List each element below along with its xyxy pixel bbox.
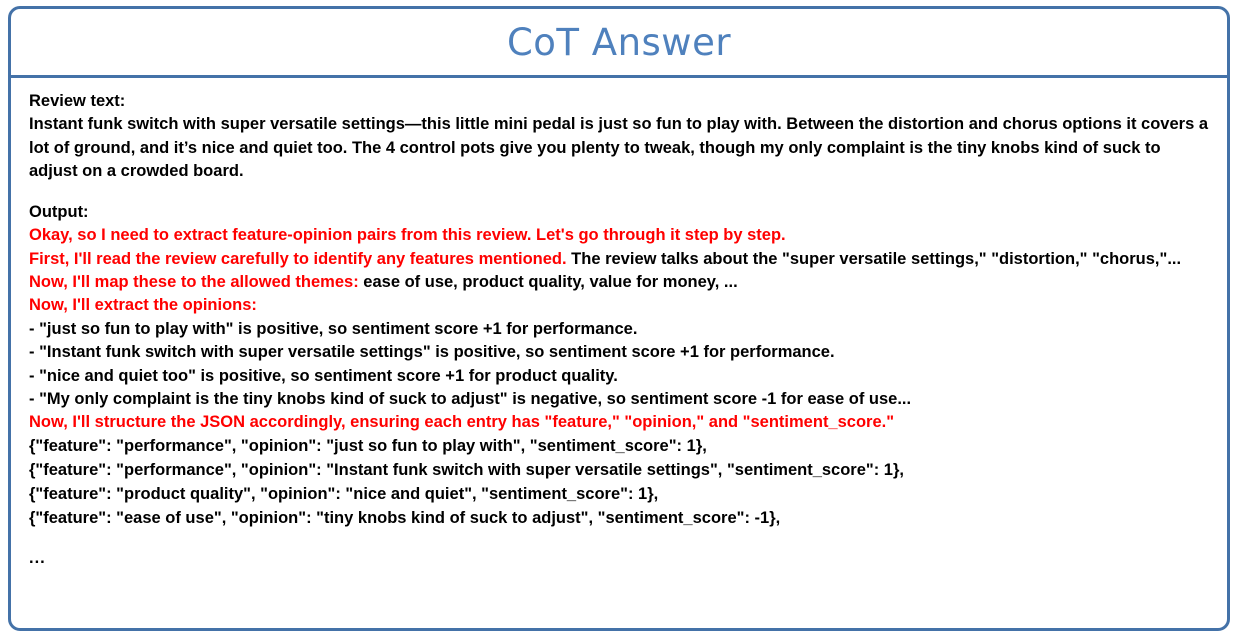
review-text: Instant funk switch with super versatile settings—this little mini pedal is just so fun to play with. Between the distortion and chorus options it covers a lot of ground, and it’s nice and quiet too. The 4 control pots give you plenty to tweak, though my only complaint is the tiny knobs kind of suck to adjust on a crowded board. [29, 115, 1209, 181]
card-body [11, 78, 1227, 628]
reasoning-step-3-red: Now, I'll map these to the allowed themes: [29, 272, 359, 291]
reasoning-step-1-red: Okay, so I need to extract feature-opinion pairs from this review. Let's go through it step by step. [29, 226, 786, 245]
structure-note: Now, I'll structure the JSON accordingly, ensuring each entry has "feature," "opinion," and "sentiment_score." [29, 413, 895, 432]
reasoning-step-4 [29, 294, 1209, 317]
reasoning-step-2 [29, 248, 1209, 271]
trailing-ellipsis: ... [29, 549, 46, 568]
opinion-bullet: - "just so fun to play with" is positive, so sentiment score +1 for performance. [29, 319, 638, 338]
output-label: Output: [29, 202, 89, 221]
opinion-bullet: - "nice and quiet too" is positive, so sentiment score +1 for product quality. [29, 366, 618, 385]
reasoning-step-2-black: The review talks about the "super versatile settings," "distortion," "chorus,"... [566, 249, 1182, 268]
json-output-line: {"feature": "performance", "opinion": "Instant funk switch with super versatile settings", "sentiment_score": 1}, [29, 460, 904, 479]
opinion-bullet: - "My only complaint is the tiny knobs kind of suck to adjust" is negative, so sentiment score -1 for ease of use... [29, 390, 912, 409]
page-title: CoT Answer [506, 20, 732, 64]
reasoning-step-2-red: First, I'll read the review carefully to identify any features mentioned. [29, 249, 567, 268]
json-output-line: {"feature": "ease of use", "opinion": "tiny knobs kind of suck to adjust", "sentiment_score": -1}, [29, 508, 781, 527]
card-header [11, 9, 1227, 78]
reasoning-step-4-red: Now, I'll extract the opinions: [29, 296, 257, 315]
json-output-line: {"feature": "performance", "opinion": "just so fun to play with", "sentiment_score": 1}, [29, 436, 707, 455]
spacer [29, 184, 1209, 201]
reasoning-step-3-black: ease of use, product quality, value for money, ... [358, 272, 738, 291]
review-label: Review text: [29, 92, 126, 110]
opinion-bullet: - "Instant funk switch with super versatile settings" is positive, so sentiment score +1 for performance. [29, 343, 835, 362]
reasoning-step-1 [29, 224, 1209, 247]
reasoning-step-3 [29, 271, 1209, 294]
cot-answer-card [8, 6, 1230, 631]
json-output-line: {"feature": "product quality", "opinion": "nice and quiet", "sentiment_score": 1}, [29, 484, 659, 503]
